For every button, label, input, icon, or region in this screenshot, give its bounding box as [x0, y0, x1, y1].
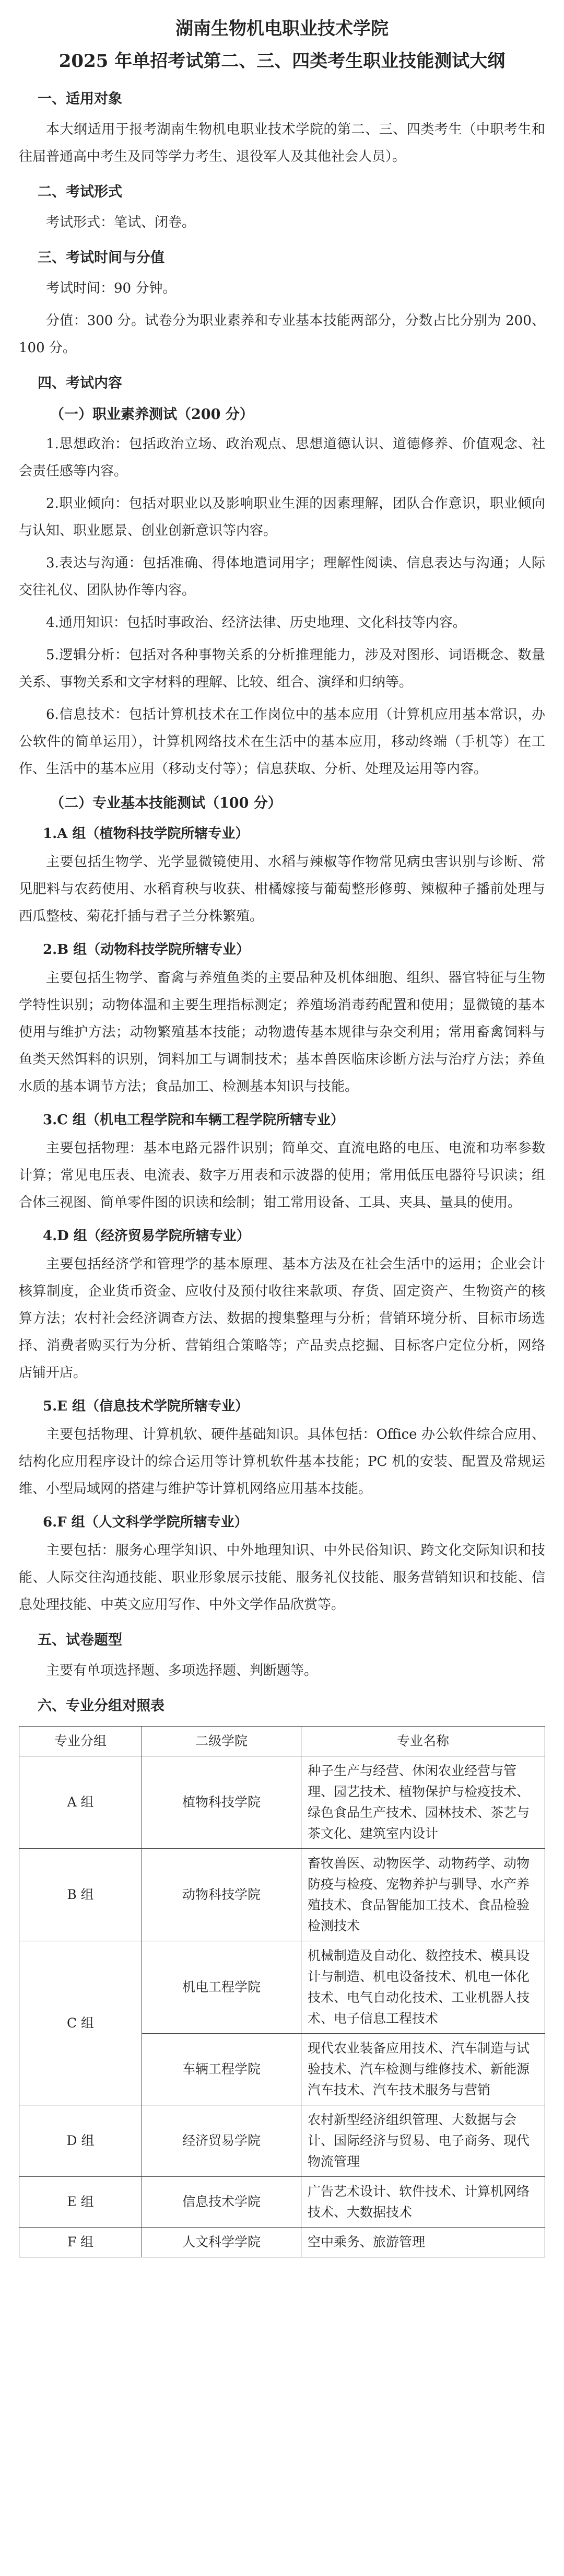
table-cell-college: 植物科技学院: [142, 1756, 301, 1849]
section-text-score: 分值：300 分。试卷分为职业素养和专业基本技能两部分，分数占比分别为 200、100 分。: [19, 313, 545, 356]
table-row: [19, 2105, 545, 2177]
subsection-heading-skills: （二）专业基本技能测试（100 分）: [50, 795, 282, 811]
group-f-heading: 6.F 组（人文科学学院所辖专业）: [43, 1514, 248, 1530]
group-e-text: 主要包括物理、计算机软、硬件基础知识。具体包括：Office 办公软件综合应用、结构化应用程序设计的综合运用等计算机软件基本技能；PC 机的安装、配置及常规运维、小型局域网的搭建与维护等计算机网络应用基本技能。: [19, 1427, 545, 1497]
table-cell-group: E 组: [19, 2177, 142, 2228]
table-cell-college: 经济贸易学院: [142, 2105, 301, 2177]
table-cell-majors: 现代农业装备应用技术、汽车制造与试验技术、汽车检测与维修技术、新能源汽车技术、汽车技术服务与营销: [301, 2034, 545, 2105]
section-heading-applicable: 一、适用对象: [38, 91, 122, 107]
watermark-mark: [0, 2434, 63, 2468]
table-cell-group: A 组: [19, 1756, 142, 1849]
section-heading-form: 二、考试形式: [38, 184, 122, 200]
section-heading-content: 四、考试内容: [38, 375, 122, 391]
group-f-text: 主要包括：服务心理学知识、中外地理知识、中外民俗知识、跨文化交际知识和技能、人际交往沟通技能、职业形象展示技能、服务礼仪技能、服务营销知识和技能、信息处理技能、中英文应用写作、中外文学作品欣赏等。: [19, 1543, 545, 1613]
table-header-majors: 专业名称: [301, 1727, 545, 1756]
literacy-item: 4.通用知识：包括时事政治、经济法律、历史地理、文化科技等内容。: [46, 615, 466, 631]
table-cell-majors: 种子生产与经营、休闲农业经营与管理、园艺技术、植物保护与检疫技术、绿色食品生产技术、园林技术、茶艺与茶文化、建筑室内设计: [301, 1756, 545, 1849]
section-text-form: 考试形式：笔试、闭卷。: [46, 215, 196, 230]
table-cell-group: C 组: [19, 1941, 142, 2105]
table-row: [19, 1941, 545, 2034]
table-cell-group: D 组: [19, 2105, 142, 2177]
table-cell-college: 信息技术学院: [142, 2177, 301, 2228]
table-cell-majors: 农村新型经济组织管理、大数据与会计、国际经济与贸易、电子商务、现代物流管理: [301, 2105, 545, 2177]
table-row: [19, 1849, 545, 1941]
document-main-title: 2025 年单招考试第二、三、四类考生职业技能测试大纲: [58, 51, 506, 72]
group-b-text: 主要包括生物学、畜禽与养殖鱼类的主要品种及机体细胞、组织、器官特征与生物学特性识别；动物体温和主要生理指标测定；养殖场消毒药配置和使用；显微镜的基本使用与维护方法；动物繁殖基本技能；动物遗传基本规律与杂交利用；常用畜禽饲料与鱼类天然饵料的识别，饲料加工与调制技术；基本兽医临床诊断方法与治疗方法；养鱼水质的基本调节方法；食品加工、检测基本知识与技能。: [19, 970, 545, 1094]
table-cell-college: 人文科学学院: [142, 2228, 301, 2257]
literacy-item: 1.思想政治：包括政治立场、政治观点、思想道德认识、道德修养、价值观念、社会责任感等内容。: [19, 436, 545, 479]
section-text-time: 考试时间：90 分钟。: [46, 281, 177, 296]
table-row: [19, 1756, 545, 1849]
group-d-heading: 4.D 组（经济贸易学院所辖专业）: [43, 1228, 250, 1244]
document-school-title: 湖南生物机电职业技术学院: [175, 18, 389, 39]
table-cell-group: B 组: [19, 1849, 142, 1941]
major-group-table-wrapper: [19, 1726, 545, 2257]
table-cell-majors: 机械制造及自动化、数控技术、模具设计与制造、机电设备技术、机电一体化技术、电气自动化技术、工业机器人技术、电子信息工程技术: [301, 1941, 545, 2034]
group-a-heading: 1.A 组（植物科技学院所辖专业）: [43, 826, 249, 842]
group-c-text: 主要包括物理：基本电路元器件识别；简单交、直流电路的电压、电流和功率参数计算；常见电压表、电流表、数字万用表和示波器的使用；常用低压电器符号识读；组合体三视图、简单零件图的识读和绘制；钳工常用设备、工具、夹具、量具的使用。: [19, 1140, 545, 1210]
table-header-group: 专业分组: [19, 1727, 142, 1756]
group-a-text: 主要包括生物学、光学显微镜使用、水稻与辣椒等作物常见病虫害识别与诊断、常见肥料与农药使用、水稻育秧与收获、柑橘嫁接与葡萄整形修剪、辣椒种子播前处理与西瓜整枝、菊花扦插与君子兰分株繁殖。: [19, 854, 545, 924]
literacy-item: 3.表达与沟通：包括准确、得体地遣词用字；理解性阅读、信息表达与沟通；人际交往礼仪、团队协作等内容。: [19, 555, 545, 598]
table-cell-college: 动物科技学院: [142, 1849, 301, 1941]
section-text-applicable: 本大纲适用于报考湖南生物机电职业技术学院的第二、三、四类考生（中职考生和往届普通高中考生及同等学力考生、退役军人及其他社会人员）。: [19, 122, 545, 165]
group-c-heading: 3.C 组（机电工程学院和车辆工程学院所辖专业）: [43, 1112, 344, 1128]
section-text-question-types: 主要有单项选择题、多项选择题、判断题等。: [46, 1663, 318, 1679]
table-cell-college: 车辆工程学院: [142, 2034, 301, 2105]
table-cell-college: 机电工程学院: [142, 1941, 301, 2034]
table-header-college: 二级学院: [142, 1727, 301, 1756]
literacy-item: 5.逻辑分析：包括对各种事物关系的分析推理能力，涉及对图形、词语概念、数量关系、事物关系和文字材料的理解、比较、组合、演绎和归纳等。: [19, 647, 545, 690]
table-cell-group: F 组: [19, 2228, 142, 2257]
table-header-row: [19, 1727, 545, 1756]
table-cell-majors: 广告艺术设计、软件技术、计算机网络技术、大数据技术: [301, 2177, 545, 2228]
table-cell-majors: 畜牧兽医、动物医学、动物药学、动物防疫与检疫、宠物养护与驯导、水产养殖技术、食品智能加工技术、食品检验检测技术: [301, 1849, 545, 1941]
group-d-text: 主要包括经济学和管理学的基本原理、基本方法及在社会生活中的运用；企业会计核算制度，企业货币资金、应收付及预付收往来款项、存货、固定资产、生物资产的核算方法；农村社会经济调查方法、数据的搜集整理与分析；营销环境分析、目标市场选择、消费者购买行为分析、营销组合策略等；产品卖点挖掘、目标客户定位分析，网络店铺开店。: [19, 1256, 545, 1381]
table-row: [19, 2177, 545, 2228]
literacy-item: 2.职业倾向：包括对职业以及影响职业生涯的因素理解，团队合作意识，职业倾向与认知、职业愿景、创业创新意识等内容。: [19, 496, 545, 539]
literacy-item: 6.信息技术：包括计算机技术在工作岗位中的基本应用（计算机应用基本常识，办公软件的简单运用），计算机网络技术在生活中的基本应用，移动终端（手机等）在工作、生活中的基本应用（移动支付等）；信息获取、分析、处理及运用等内容。: [19, 707, 545, 777]
major-group-table: [19, 1726, 545, 2257]
table-row: [19, 2228, 545, 2257]
group-e-heading: 5.E 组（信息技术学院所辖专业）: [43, 1398, 249, 1414]
section-heading-time: 三、考试时间与分值: [38, 250, 164, 266]
table-cell-majors: 空中乘务、旅游管理: [301, 2228, 545, 2257]
group-b-heading: 2.B 组（动物科技学院所辖专业）: [43, 942, 250, 958]
section-heading-question-types: 五、试卷题型: [38, 1632, 122, 1648]
subsection-heading-literacy: （一）职业素养测试（200 分）: [50, 406, 254, 423]
section-heading-group-table: 六、专业分组对照表: [38, 1698, 164, 1714]
